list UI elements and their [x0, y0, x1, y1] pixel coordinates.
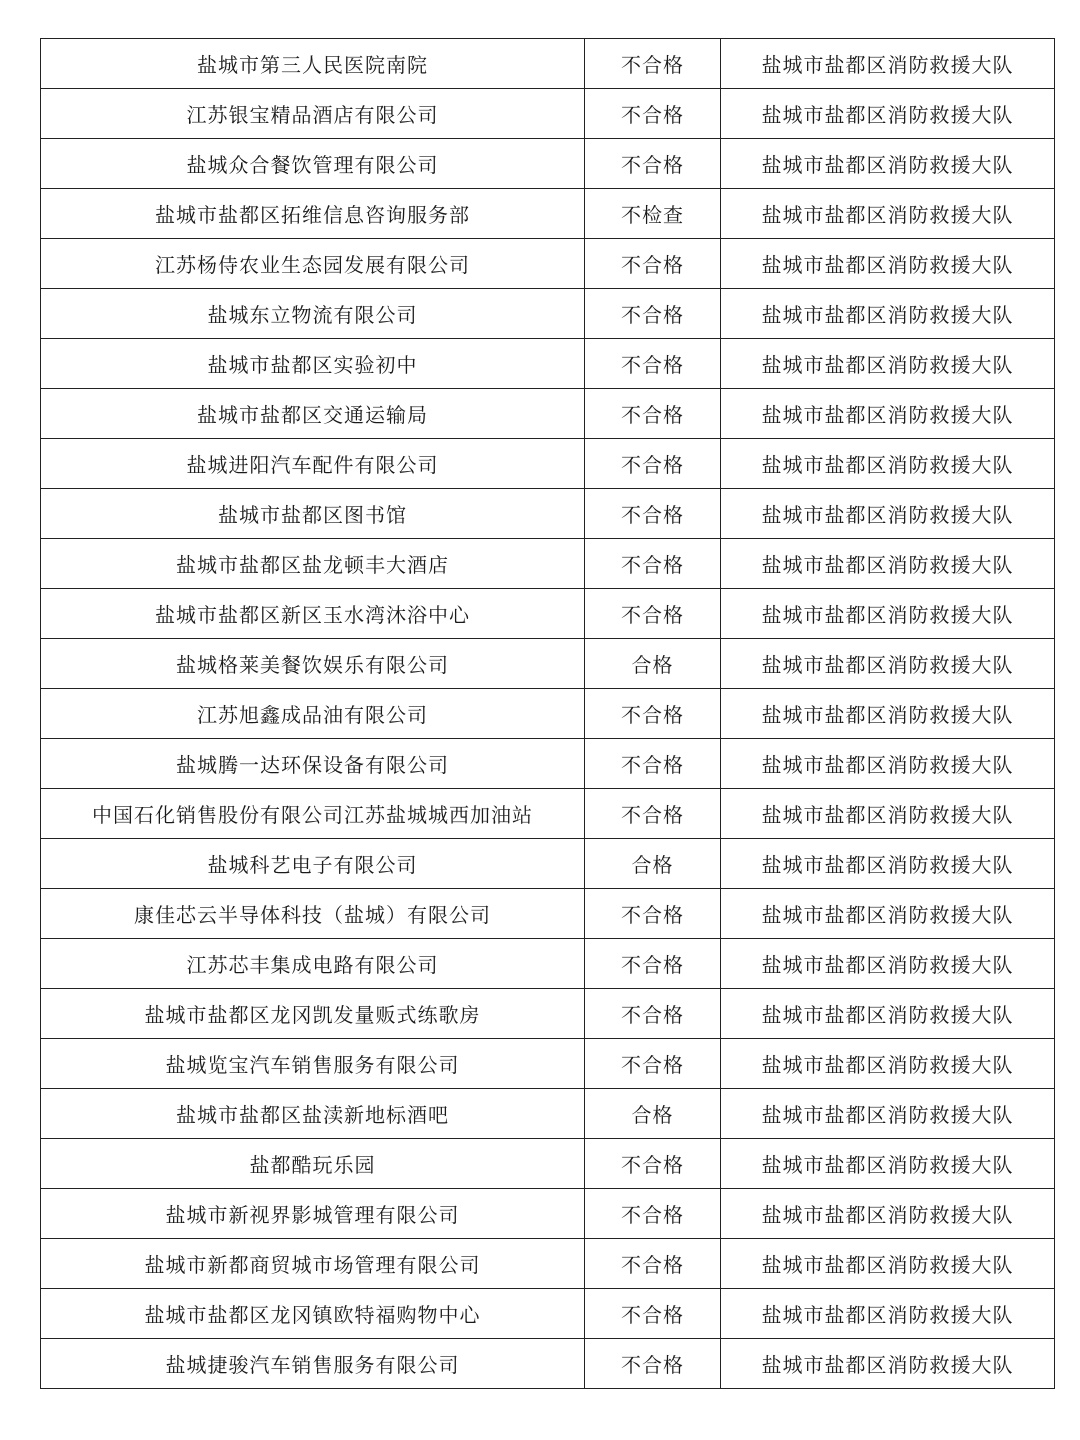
result-cell: 不合格	[585, 139, 721, 189]
unit-name-cell: 盐城市盐都区龙冈凯发量贩式练歌房	[41, 989, 585, 1039]
inspecting-unit-cell: 盐城市盐都区消防救援大队	[721, 239, 1055, 289]
inspecting-unit-cell: 盐城市盐都区消防救援大队	[721, 289, 1055, 339]
result-cell: 不合格	[585, 89, 721, 139]
unit-name-cell: 盐城市盐都区交通运输局	[41, 389, 585, 439]
unit-name-cell: 盐城捷骏汽车销售服务有限公司	[41, 1339, 585, 1389]
inspecting-unit-cell: 盐城市盐都区消防救援大队	[721, 1239, 1055, 1289]
table-row	[41, 639, 1055, 689]
inspecting-unit-cell: 盐城市盐都区消防救援大队	[721, 1039, 1055, 1089]
table-row	[41, 1039, 1055, 1089]
table-row	[41, 1139, 1055, 1189]
table-row	[41, 789, 1055, 839]
inspecting-unit-cell: 盐城市盐都区消防救援大队	[721, 89, 1055, 139]
inspecting-unit-cell: 盐城市盐都区消防救援大队	[721, 1339, 1055, 1389]
inspecting-unit-cell: 盐城市盐都区消防救援大队	[721, 1289, 1055, 1339]
unit-name-cell: 盐城腾一达环保设备有限公司	[41, 739, 585, 789]
unit-name-cell: 盐城市新都商贸城市场管理有限公司	[41, 1239, 585, 1289]
unit-name-cell: 盐城格莱美餐饮娱乐有限公司	[41, 639, 585, 689]
table-row	[41, 589, 1055, 639]
unit-name-cell: 江苏银宝精品酒店有限公司	[41, 89, 585, 139]
inspecting-unit-cell: 盐城市盐都区消防救援大队	[721, 639, 1055, 689]
unit-name-cell: 盐城市新视界影城管理有限公司	[41, 1189, 585, 1239]
table-row	[41, 1289, 1055, 1339]
result-cell: 不合格	[585, 1289, 721, 1339]
table-row	[41, 989, 1055, 1039]
unit-name-cell: 盐城市盐都区拓维信息咨询服务部	[41, 189, 585, 239]
inspecting-unit-cell: 盐城市盐都区消防救援大队	[721, 339, 1055, 389]
inspecting-unit-cell: 盐城市盐都区消防救援大队	[721, 789, 1055, 839]
inspecting-unit-cell: 盐城市盐都区消防救援大队	[721, 1139, 1055, 1189]
table-row	[41, 1239, 1055, 1289]
unit-name-cell: 江苏杨侍农业生态园发展有限公司	[41, 239, 585, 289]
result-cell: 合格	[585, 639, 721, 689]
inspecting-unit-cell: 盐城市盐都区消防救援大队	[721, 39, 1055, 89]
unit-name-cell: 康佳芯云半导体科技（盐城）有限公司	[41, 889, 585, 939]
table-row	[41, 389, 1055, 439]
result-cell: 不合格	[585, 1039, 721, 1089]
unit-name-cell: 盐城市盐都区龙冈镇欧特福购物中心	[41, 1289, 585, 1339]
unit-name-cell: 盐城览宝汽车销售服务有限公司	[41, 1039, 585, 1089]
table-row	[41, 139, 1055, 189]
table-row	[41, 889, 1055, 939]
unit-name-cell: 盐城市第三人民医院南院	[41, 39, 585, 89]
table-row	[41, 939, 1055, 989]
unit-name-cell: 盐都酷玩乐园	[41, 1139, 585, 1189]
result-cell: 合格	[585, 839, 721, 889]
result-cell: 不合格	[585, 539, 721, 589]
result-cell: 不合格	[585, 1139, 721, 1189]
result-cell: 不合格	[585, 689, 721, 739]
table-body	[41, 39, 1055, 1389]
unit-name-cell: 盐城科艺电子有限公司	[41, 839, 585, 889]
result-cell: 合格	[585, 1089, 721, 1139]
inspecting-unit-cell: 盐城市盐都区消防救援大队	[721, 539, 1055, 589]
table-row	[41, 1189, 1055, 1239]
inspecting-unit-cell: 盐城市盐都区消防救援大队	[721, 989, 1055, 1039]
result-cell: 不合格	[585, 439, 721, 489]
unit-name-cell: 盐城市盐都区盐渎新地标酒吧	[41, 1089, 585, 1139]
result-cell: 不合格	[585, 789, 721, 839]
result-cell: 不合格	[585, 489, 721, 539]
inspecting-unit-cell: 盐城市盐都区消防救援大队	[721, 589, 1055, 639]
unit-name-cell: 中国石化销售股份有限公司江苏盐城城西加油站	[41, 789, 585, 839]
table-row	[41, 489, 1055, 539]
inspecting-unit-cell: 盐城市盐都区消防救援大队	[721, 939, 1055, 989]
inspecting-unit-cell: 盐城市盐都区消防救援大队	[721, 189, 1055, 239]
table-row	[41, 339, 1055, 389]
result-cell: 不合格	[585, 989, 721, 1039]
table-row	[41, 539, 1055, 589]
unit-name-cell: 盐城市盐都区实验初中	[41, 339, 585, 389]
unit-name-cell: 盐城进阳汽车配件有限公司	[41, 439, 585, 489]
unit-name-cell: 盐城众合餐饮管理有限公司	[41, 139, 585, 189]
result-cell: 不合格	[585, 389, 721, 439]
inspecting-unit-cell: 盐城市盐都区消防救援大队	[721, 839, 1055, 889]
inspecting-unit-cell: 盐城市盐都区消防救援大队	[721, 389, 1055, 439]
document-page	[40, 38, 1054, 1389]
unit-name-cell: 盐城东立物流有限公司	[41, 289, 585, 339]
table-row	[41, 439, 1055, 489]
unit-name-cell: 盐城市盐都区图书馆	[41, 489, 585, 539]
inspecting-unit-cell: 盐城市盐都区消防救援大队	[721, 439, 1055, 489]
result-cell: 不检查	[585, 189, 721, 239]
inspecting-unit-cell: 盐城市盐都区消防救援大队	[721, 1089, 1055, 1139]
table-row	[41, 89, 1055, 139]
table-row	[41, 1339, 1055, 1389]
inspecting-unit-cell: 盐城市盐都区消防救援大队	[721, 489, 1055, 539]
table-row	[41, 839, 1055, 889]
result-cell: 不合格	[585, 1189, 721, 1239]
table-row	[41, 39, 1055, 89]
unit-name-cell: 盐城市盐都区新区玉水湾沐浴中心	[41, 589, 585, 639]
table-row	[41, 189, 1055, 239]
result-cell: 不合格	[585, 939, 721, 989]
result-cell: 不合格	[585, 239, 721, 289]
result-cell: 不合格	[585, 589, 721, 639]
table-row	[41, 1089, 1055, 1139]
result-cell: 不合格	[585, 1239, 721, 1289]
inspecting-unit-cell: 盐城市盐都区消防救援大队	[721, 689, 1055, 739]
inspection-results-table	[40, 38, 1055, 1389]
unit-name-cell: 江苏旭鑫成品油有限公司	[41, 689, 585, 739]
result-cell: 不合格	[585, 739, 721, 789]
inspecting-unit-cell: 盐城市盐都区消防救援大队	[721, 889, 1055, 939]
inspecting-unit-cell: 盐城市盐都区消防救援大队	[721, 139, 1055, 189]
inspecting-unit-cell: 盐城市盐都区消防救援大队	[721, 1189, 1055, 1239]
table-row	[41, 289, 1055, 339]
result-cell: 不合格	[585, 339, 721, 389]
result-cell: 不合格	[585, 1339, 721, 1389]
table-row	[41, 739, 1055, 789]
table-row	[41, 239, 1055, 289]
result-cell: 不合格	[585, 889, 721, 939]
result-cell: 不合格	[585, 289, 721, 339]
result-cell: 不合格	[585, 39, 721, 89]
inspecting-unit-cell: 盐城市盐都区消防救援大队	[721, 739, 1055, 789]
unit-name-cell: 江苏芯丰集成电路有限公司	[41, 939, 585, 989]
table-row	[41, 689, 1055, 739]
unit-name-cell: 盐城市盐都区盐龙顿丰大酒店	[41, 539, 585, 589]
